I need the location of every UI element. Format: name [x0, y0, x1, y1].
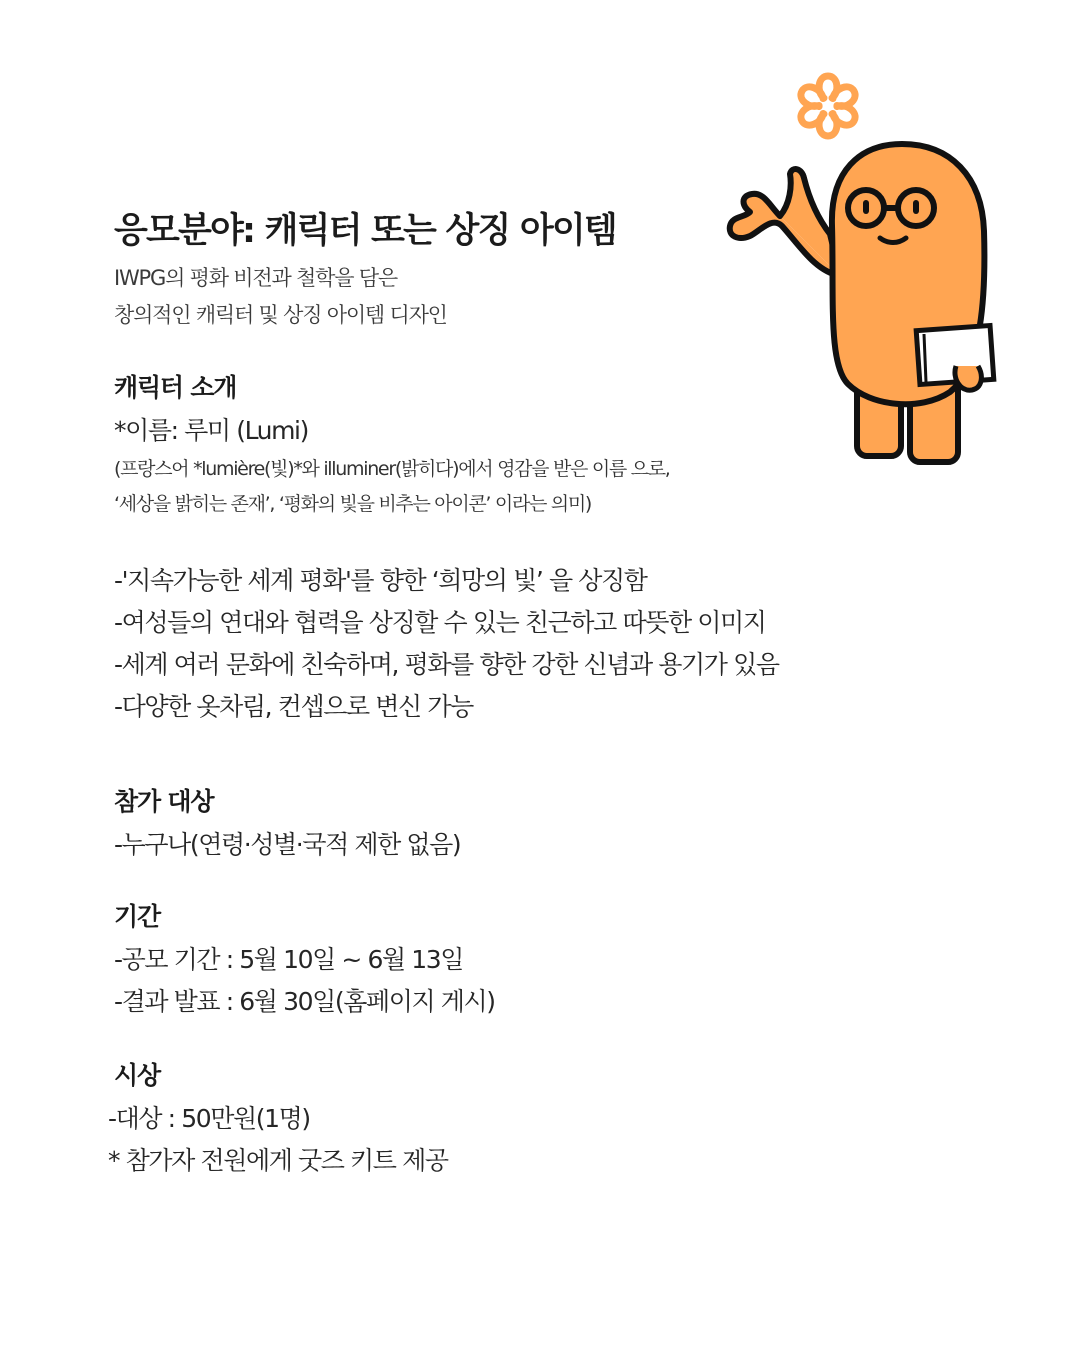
character-name-line: *이름: 루미 (Lumi) [114, 416, 308, 445]
subtitle-line-2: 창의적인 캐릭터 및 상징 아이템 디자인 [114, 303, 447, 327]
trait-line-4: -다양한 옷차림, 컨셉으로 변신 가능 [114, 692, 473, 721]
period-heading: 기간 [114, 902, 160, 931]
character-origin-line-2: ‘세상을 밝히는 존재’, ‘평화의 빛을 비추는 아이콘’ 이라는 의미) [114, 493, 592, 515]
awards-grand-prize-line: -대상 : 50만원(1명) [108, 1104, 310, 1133]
subtitle-line-1: IWPG의 평화 비전과 철학을 담은 [114, 266, 397, 290]
trait-line-3: -세계 여러 문화에 친숙하며, 평화를 향한 강한 신념과 용기가 있음 [114, 650, 779, 679]
page-title: 응모분야: 캐릭터 또는 상징 아이템 [114, 211, 616, 251]
eligibility-heading: 참가 대상 [114, 787, 214, 816]
character-intro-heading: 캐릭터 소개 [114, 373, 237, 402]
trait-line-1: -'지속가능한 세계 평화'를 향한 ‘희망의 빛’ 을 상징함 [114, 566, 647, 595]
character-origin-line-1: (프랑스어 *lumière(빛)*와 illuminer(밝히다)에서 영감을 받은 이름 으로, [114, 458, 670, 480]
eligibility-line: -누구나(연령·성별·국적 제한 없음) [114, 830, 461, 859]
trait-line-2: -여성들의 연대와 협력을 상징할 수 있는 친근하고 따뜻한 이미지 [114, 608, 766, 637]
lumi-character-icon [720, 66, 1030, 480]
sparkle-icon [798, 76, 859, 136]
period-line-contest: -공모 기간 : 5월 10일 ~ 6월 13일 [114, 945, 464, 974]
awards-goods-line: * 참가자 전원에게 굿즈 키트 제공 [108, 1146, 448, 1175]
awards-heading: 시상 [114, 1061, 160, 1090]
period-line-announcement: -결과 발표 : 6월 30일(홈페이지 게시) [114, 987, 495, 1016]
